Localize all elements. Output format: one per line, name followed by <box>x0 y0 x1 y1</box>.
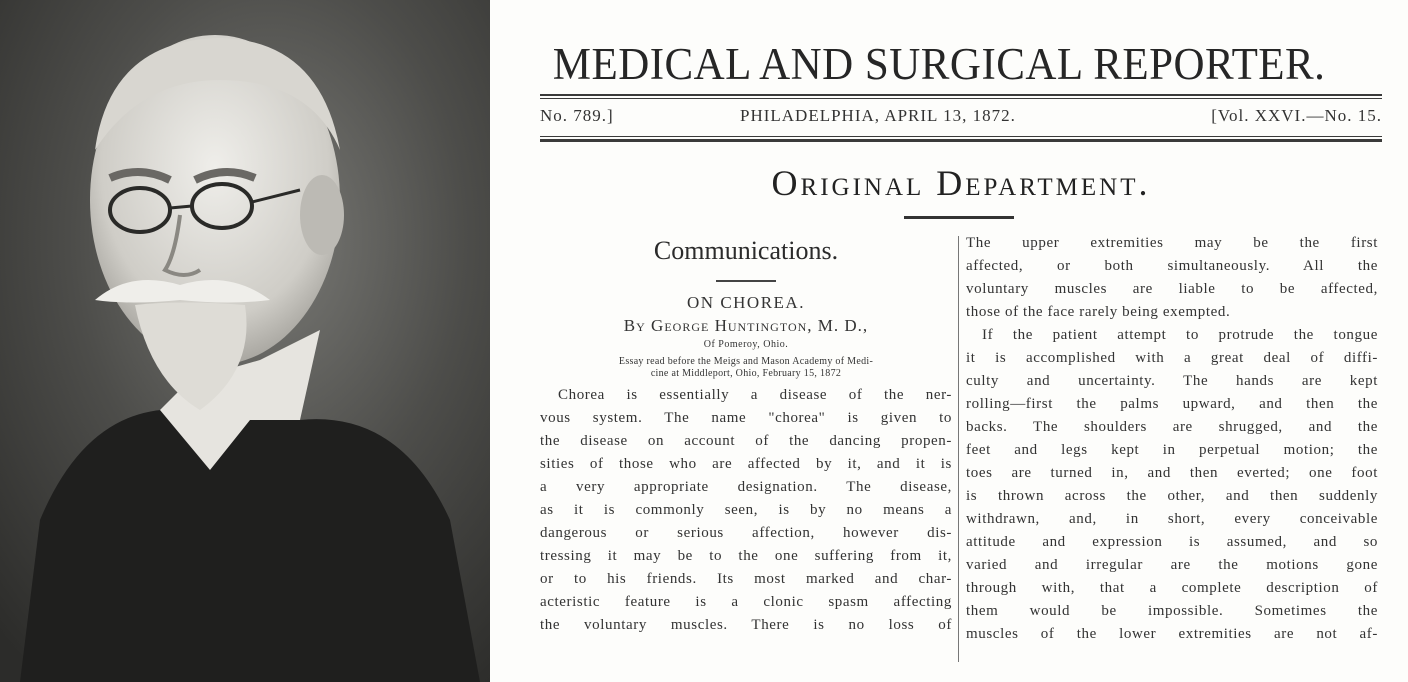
body-line: affected, or both simultaneously. All the <box>966 258 1378 274</box>
body-line: sities of those who are affected by it, and it is <box>540 456 952 472</box>
body-line: acteristic feature is a clonic spasm affecting <box>540 594 952 610</box>
department-title: Original Department. <box>771 163 1151 203</box>
column-separator <box>958 236 959 662</box>
body-line: muscles of the lower extremities are not af- <box>966 626 1378 642</box>
body-line: it is accomplished with a great deal of diffi- <box>966 350 1378 366</box>
body-line: If the patient attempt to protrude the tongue <box>982 327 1378 343</box>
dateline <box>540 104 1382 130</box>
dateline-rule-thick <box>540 139 1382 142</box>
issue-number: No. 789.] <box>540 106 614 125</box>
masthead-rule-top <box>540 94 1382 96</box>
body-line: a very appropriate designation. The disease, <box>540 479 952 495</box>
body-line: culty and uncertainty. The hands are kept <box>966 373 1378 389</box>
department-rule <box>904 216 1014 219</box>
body-line: backs. The shoulders are shrugged, and the <box>966 419 1378 435</box>
body-line: varied and irregular are the motions gone <box>966 557 1378 573</box>
author-place: Of Pomeroy, Ohio. <box>703 339 789 350</box>
body-line: as it is commonly seen, is by no means a <box>540 502 952 518</box>
right-column <box>966 232 1378 646</box>
newspaper-page <box>490 0 1408 682</box>
ear <box>300 175 344 255</box>
body-line: toes are turned in, and then everted; one foot <box>966 465 1378 481</box>
body-line: through with, that a complete description of <box>966 580 1378 596</box>
section-rule <box>716 280 776 282</box>
section-heading: Communications. <box>653 236 839 265</box>
masthead-rule-thin <box>540 98 1382 99</box>
masthead-title: MEDICAL AND SURGICAL REPORTER. <box>552 39 1326 89</box>
body-line: attitude and expression is assumed, and so <box>966 534 1378 550</box>
body-line: those of the face rarely being exempted. <box>966 304 1231 320</box>
dateline-rule-thin <box>540 136 1382 137</box>
left-column <box>540 232 952 637</box>
body-line: voluntary muscles are liable to be affected, <box>966 281 1378 297</box>
body-line: or to his friends. Its most marked and char- <box>540 571 952 587</box>
body-line: vous system. The name "chorea" is given to <box>540 410 952 426</box>
body-line: dangerous or serious affection, however dis- <box>540 525 952 541</box>
article-title: ON CHOREA. <box>687 293 805 312</box>
body-line: The upper extremities may be the first <box>966 235 1378 251</box>
body-line: Chorea is essentially a disease of the ner- <box>558 387 952 403</box>
body-line: them would be impossible. Sometimes the <box>966 603 1378 619</box>
essay-note-line: Essay read before the Meigs and Mason Academy of Medi- <box>618 356 874 367</box>
essay-note-line: cine at Middleport, Ohio, February 15, 1872 <box>650 368 842 379</box>
author-byline: By George Huntington, M. D., <box>623 316 869 335</box>
body-line: is thrown across the other, and then suddenly <box>966 488 1378 504</box>
body-line: tressing it may be to the one suffering from it, <box>540 548 952 564</box>
body-line: withdrawn, and, in short, every conceivable <box>966 511 1378 527</box>
body-line: the disease on account of the dancing propen- <box>540 433 952 449</box>
portrait-photo <box>0 0 490 682</box>
portrait-illustration <box>0 0 490 682</box>
essay-note <box>540 356 952 380</box>
body-line: the voluntary muscles. There is no loss of <box>540 617 952 633</box>
volume-number: [Vol. XXVI.—No. 15. <box>1211 106 1382 125</box>
body-line: feet and legs kept in perpetual motion; the <box>966 442 1378 458</box>
place-date: PHILADELPHIA, APRIL 13, 1872. <box>740 106 1016 125</box>
body-line: rolling—first the palms upward, and then the <box>966 396 1378 412</box>
